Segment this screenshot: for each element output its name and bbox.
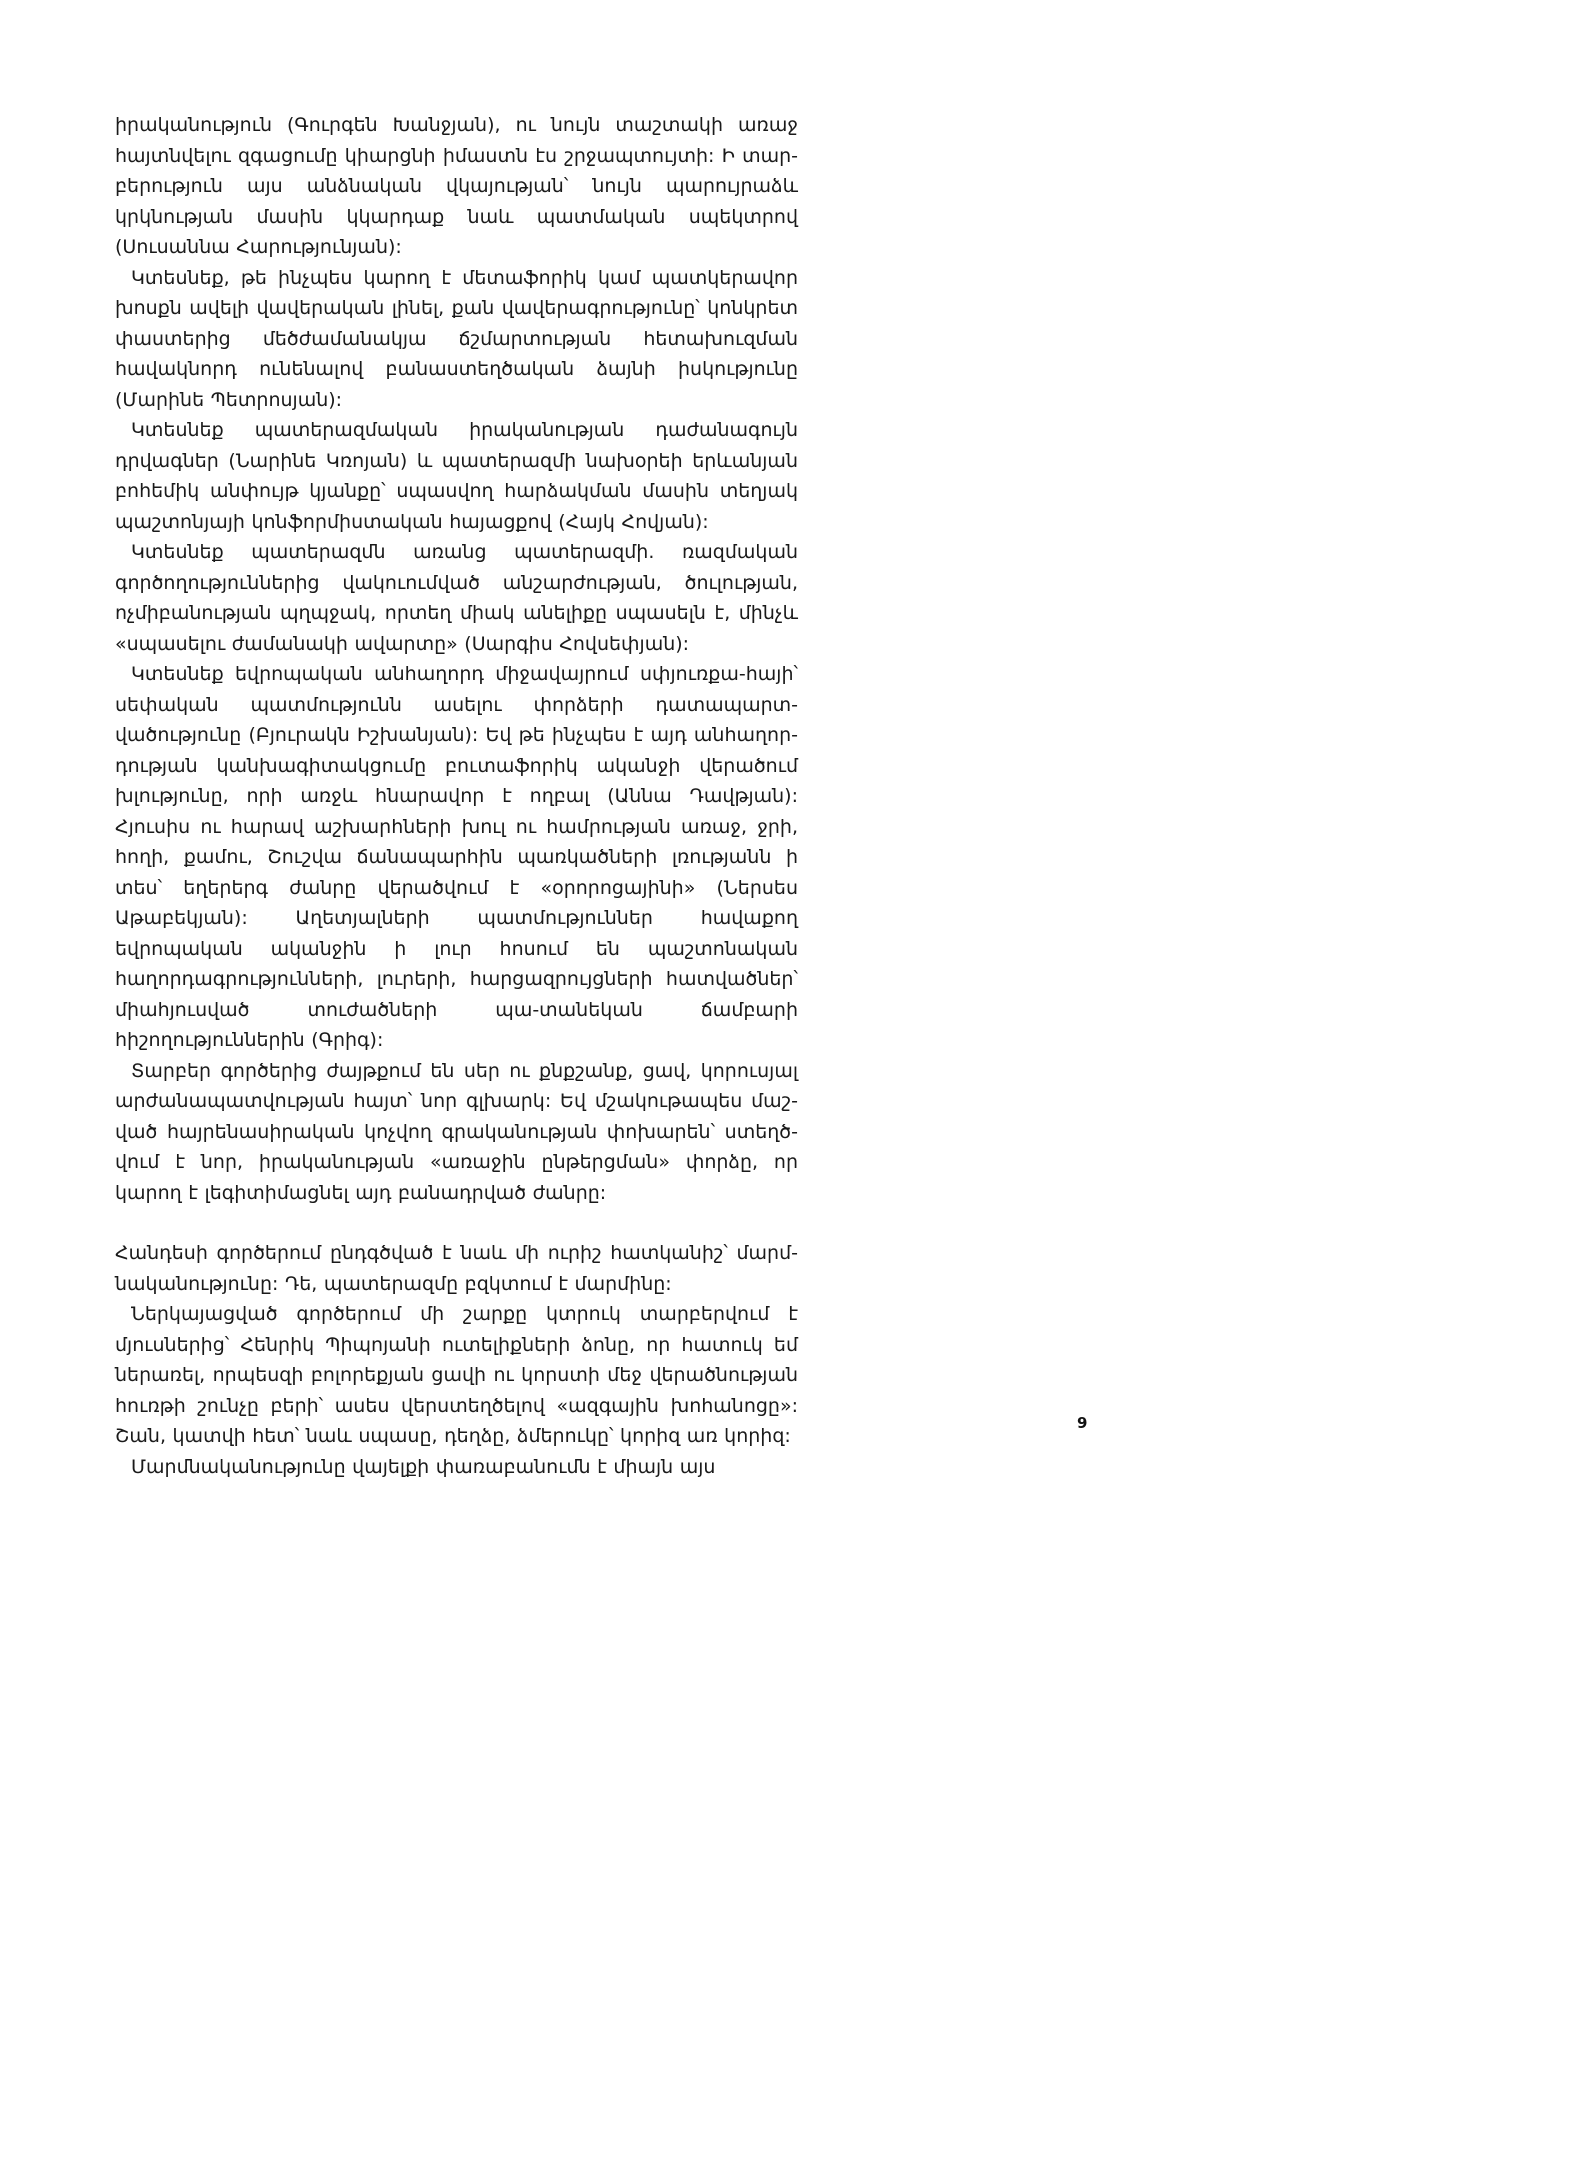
paragraph: Կտեսնեք պատերազմական իրականության դաժանագույն դրվագներ (Նարինե Կռոյան) և պատերազմի նախօրեի երևանյան բոհեմիկ անփույթ կյանքը՝ սպասվող հարձակման մասին տեղյակ պաշտոնյայի կոնֆորմիստական հայացքով (Հայկ Հովյան):	[115, 419, 798, 533]
paragraph: Կտեսնեք պատերազմն առանց պատերազմի. ռազմական գործողություններից վակուումված անշարժության, ծուլության, ոչմիբանության պղպջակ, որտեղ միակ անելիքը սպասելն է, մինչև «սպասելու ժամանակի ավարտը» (Սարգիս Հովսեփյան):	[115, 541, 798, 655]
paragraph: Մարմնականությունը վայելքի փառաբանումն է միայն այս	[131, 1455, 716, 1478]
paragraph: Կտեսնեք եվրոպական անհաղորդ միջավայրում սփյուռքա-հայի՝ սեփական պատմությունն ասելու փորձերի դատապարտ-վածությունը (Բյուրակն Իշխանյան): Եվ թե ինչպես է այդ անհաղոր-դության կանխագիտակցումը բուտաֆորիկ ականջի վերածում խլությունը, որի առջև հնարավոր է ողբալ (Աննա Դավթյան): Հյուսիս ու հարավ աշխարհների խուլ ու համրության առաջ, ջրի, հողի, քամու, Շուշվա ճանապարհին պառկածների լռությանն ի տես՝ եղերերգ ժանրը վերածվում է «օրորոցայինի» (Ներսես Աթաբեկյան): Աղետյալների պատմություններ հավաքող եվրոպական ականջին ի լուր հոսում են պաշտոնական հաղորդագրությունների, լուրերի, հարցազրույցների հատվածներ՝ միահյուսված տուժածների պա-տանեկան ճամբարի հիշողություններին (Գրիգ):	[115, 663, 798, 1051]
page-number: 9	[1077, 1414, 1088, 1432]
paragraph: Տարբեր գործերից ժայթքում են սեր ու քնքշանք, ցավ, կորուսյալ արժանապատվության հայտ՝ նոր գլխարկ: Եվ մշակութապես մաշ-ված հայրենասիրական կոչվող գրականության փոխարեն՝ ստեղծ-վում է նոր, իրականության «առաջին ընթերցման» փորձը, որ կարող է լեգիտիմացնել այդ բանադրված ժանրը:	[115, 1059, 798, 1204]
section-break	[115, 1208, 798, 1238]
paragraph: Կտեսնեք, թե ինչպես կարող է մետաֆորիկ կամ պատկերավոր խոսքն ավելի վավերական լինել, քան վավերագրությունը՝ կոնկրետ փաստերից մեծժամանակյա ճշմարտության հետախուզման հավակնորդ ունենալով բանաստեղծական ձայնի իսկությունը (Մարինե Պետրոսյան):	[115, 266, 798, 411]
paragraph: Ներկայացված գործերում մի շարքը կտրուկ տարբերվում է մյուսներից՝ Հենրիկ Պիպոյանի ուտելիքների ձոնը, որ հատուկ եմ ներառել, որպեսզի բոլորեքյան ցավի ու կորստի մեջ վերածնության հուռթի շունչը բերի՝ ասես վերստեղծելով «ազգային խոհանոցը»: Շան, կատվի հետ՝ նաև սպասը, դեղձը, ձմերուկը՝ կորիզ առ կորիզ:	[115, 1303, 798, 1447]
text-column	[115, 110, 798, 1482]
paragraph: իրականություն (Գուրգեն Խանջյան), ու նույն տաշտակի առաջ հայտնվելու զգացումը կիարցնի իմաստն էս շրջապտույտի: Ի տար-բերություն այս անձնական վկայության՝ նույն պարույրաձև կրկնության մասին կկարդաք նաև պատմական սպեկտրով (Սուսաննա Հարությունյան):	[115, 114, 798, 258]
paragraph: Հանդեսի գործերում ընդգծված է նաև մի ուրիշ հատկանիշ՝ մարմ-նականությունը: Դե, պատերազմը բզկտում է մարմինը:	[115, 1242, 798, 1295]
